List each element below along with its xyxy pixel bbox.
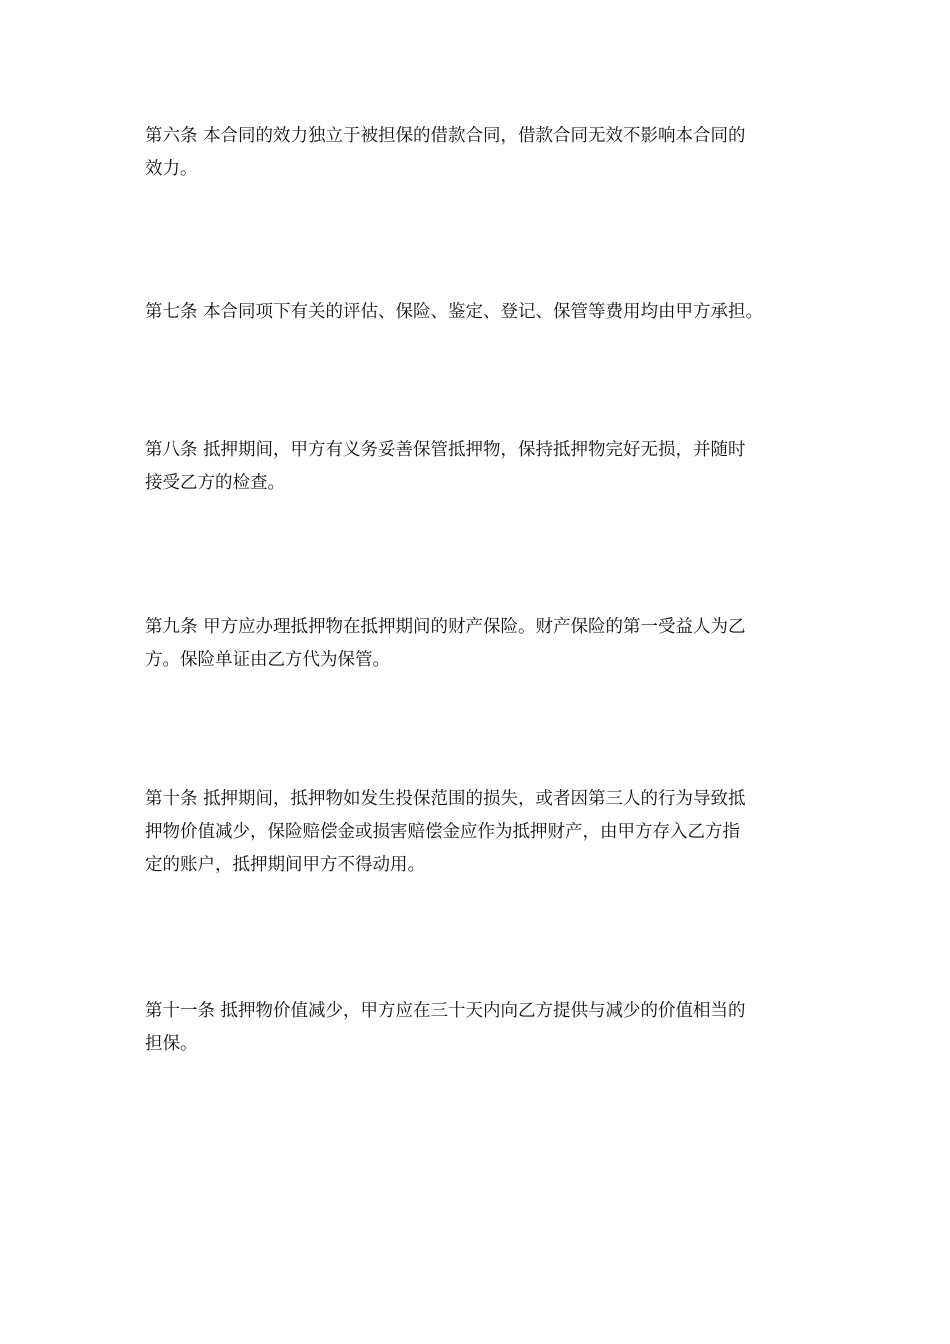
clause-6-line-1: 第六条 本合同的效力独立于被担保的借款合同，借款合同无效不影响本合同的 [145, 126, 746, 146]
clause-10-line-3: 定的账户，抵押期间甲方不得动用。 [145, 855, 425, 875]
clause-11-line-1: 第十一条 抵押物价值减少，甲方应在三十天内向乙方提供与减少的价值相当的 [145, 1001, 746, 1021]
clause-11-line-2: 担保。 [145, 1034, 198, 1054]
clause-8-line-1: 第八条 抵押期间，甲方有义务妥善保管抵押物，保持抵押物完好无损，并随时 [145, 440, 746, 460]
clause-9 [145, 611, 825, 677]
clause-7 [145, 296, 825, 329]
clause-10 [145, 783, 825, 882]
clause-6-line-2: 效力。 [145, 159, 198, 179]
clause-9-line-1: 第九条 甲方应办理抵押物在抵押期间的财产保险。财产保险的第一受益人为乙 [145, 617, 746, 637]
clause-6 [145, 120, 825, 186]
clause-7-line-1: 第七条 本合同项下有关的评估、保险、鉴定、登记、保管等费用均由甲方承担。 [145, 302, 764, 322]
clause-10-line-1: 第十条 抵押期间，抵押物如发生投保范围的损失，或者因第三人的行为导致抵 [145, 789, 746, 809]
clause-9-line-2: 方。保险单证由乙方代为保管。 [145, 650, 390, 670]
clause-8 [145, 434, 825, 500]
clause-10-line-2: 押物价值减少，保险赔偿金或损害赔偿金应作为抵押财产，由甲方存入乙方指 [145, 822, 740, 842]
clause-8-line-2: 接受乙方的检查。 [145, 473, 285, 493]
clause-11 [145, 995, 825, 1061]
